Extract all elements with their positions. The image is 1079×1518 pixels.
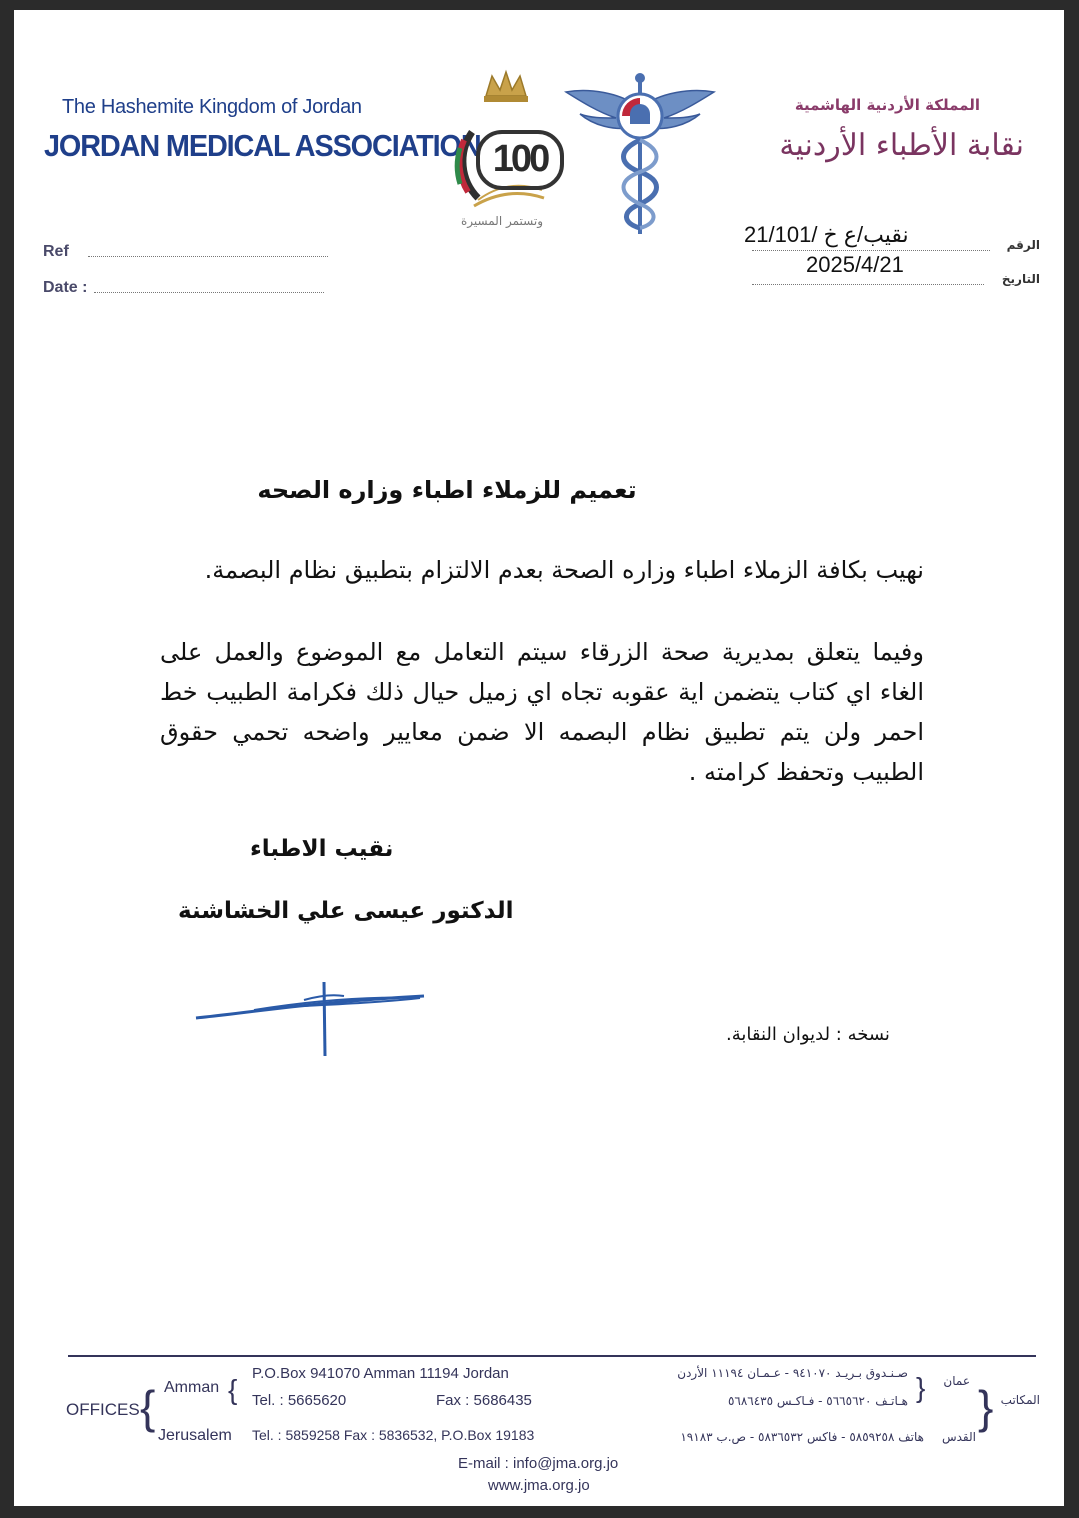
amman-po-box: P.O.Box 941070 Amman 11194 Jordan [252, 1365, 509, 1382]
association-title-en: JORDAN MEDICAL ASSOCIATION [44, 128, 481, 163]
date-dotted-line-ar [752, 284, 984, 285]
association-title-ar: نقابة الأطباء الأردنية [779, 128, 1024, 163]
signatory-title: نقيب الاطباء [250, 836, 394, 862]
caduceus-icon [564, 68, 716, 238]
footer-rule [68, 1355, 1036, 1357]
centennial-slogan: وتستمر المسيرة [461, 214, 543, 228]
email-address: E-mail : info@jma.org.jo [458, 1455, 619, 1472]
letter-paragraph-1: نهيب بكافة الزملاء اطباء وزاره الصحة بعدم الالتزام بتطبيق نظام البصمة. [204, 556, 924, 584]
website-url: www.jma.org.jo [488, 1477, 590, 1494]
centennial-logo [438, 68, 566, 234]
amman-fax: Fax : 5686435 [436, 1392, 532, 1409]
amman-tel-ar: هـاتـف ٥٦٦٥٦٢٠ - فـاكـس ٥٦٨٦٤٣٥ [727, 1394, 908, 1408]
offices-label-ar: المكاتب [1000, 1393, 1040, 1407]
amman-brace: { [228, 1374, 238, 1405]
amman-label-ar: عمان [943, 1374, 970, 1388]
date-dotted-line [94, 292, 324, 293]
ref-label: Ref [43, 243, 69, 260]
jerusalem-contact-ar: هاتف ٥٨٥٩٢٥٨ - فاكس ٥٨٣٦٥٣٢ - ص.ب ١٩١٨٣ [680, 1430, 924, 1444]
handwritten-signature [194, 976, 434, 1062]
letter-title: تعميم للزملاء اطباء وزاره الصحه [257, 476, 637, 504]
kingdom-title-en: The Hashemite Kingdom of Jordan [62, 96, 362, 118]
jerusalem-label-ar: القدس [941, 1430, 976, 1444]
ref-dotted-line [88, 256, 328, 257]
jerusalem-contact: Tel. : 5859258 Fax : 5836532, P.O.Box 19183 [252, 1427, 535, 1443]
amman-label: Amman [164, 1379, 220, 1396]
offices-brace-ar: } [978, 1381, 994, 1433]
amman-brace-ar: } [916, 1372, 926, 1403]
kingdom-title-ar: المملكة الأردنية الهاشمية [794, 96, 980, 114]
copy-to-note: نسخه : لديوان النقابة. [726, 1024, 890, 1045]
amman-po-box-ar: صـنـدوق بـريـد ٩٤١٠٧٠ - عـمـان ١١١٩٤ الأردن [677, 1366, 908, 1380]
letter-sheet [14, 10, 1064, 1506]
number-label-ar: الرقم [1006, 238, 1040, 252]
offices-label: OFFICES [66, 1400, 140, 1419]
caduceus-emblem [564, 68, 716, 238]
date-value: 2025/4/21 [806, 252, 904, 277]
number-dotted-line [752, 250, 990, 251]
jerusalem-label: Jerusalem [158, 1427, 232, 1444]
centennial-number: 100 [476, 130, 564, 190]
date-label: Date : [43, 279, 88, 296]
signatory-name: الدكتور عيسى علي الخشاشنة [178, 898, 514, 924]
offices-brace: { [140, 1381, 156, 1433]
letter-paragraph-2: وفيما يتعلق بمديرية صحة الزرقاء سيتم التعامل مع الموضوع والعمل على الغاء اي كتاب يتضمن اية عقوبه تجاه اي زميل حيال ذلك فكرامة الطبيب خط احمر ولن يتم تطبيق نظام البصمه الا ضمن معايير واضحه تحمي حقوق الطبيب وتحفظ كرامته . [160, 638, 924, 786]
date-label-ar: التاريخ [1001, 272, 1040, 286]
amman-tel: Tel. : 5665620 [252, 1392, 347, 1409]
number-value: 21/10نقيب/ع خ /1 [744, 222, 909, 247]
